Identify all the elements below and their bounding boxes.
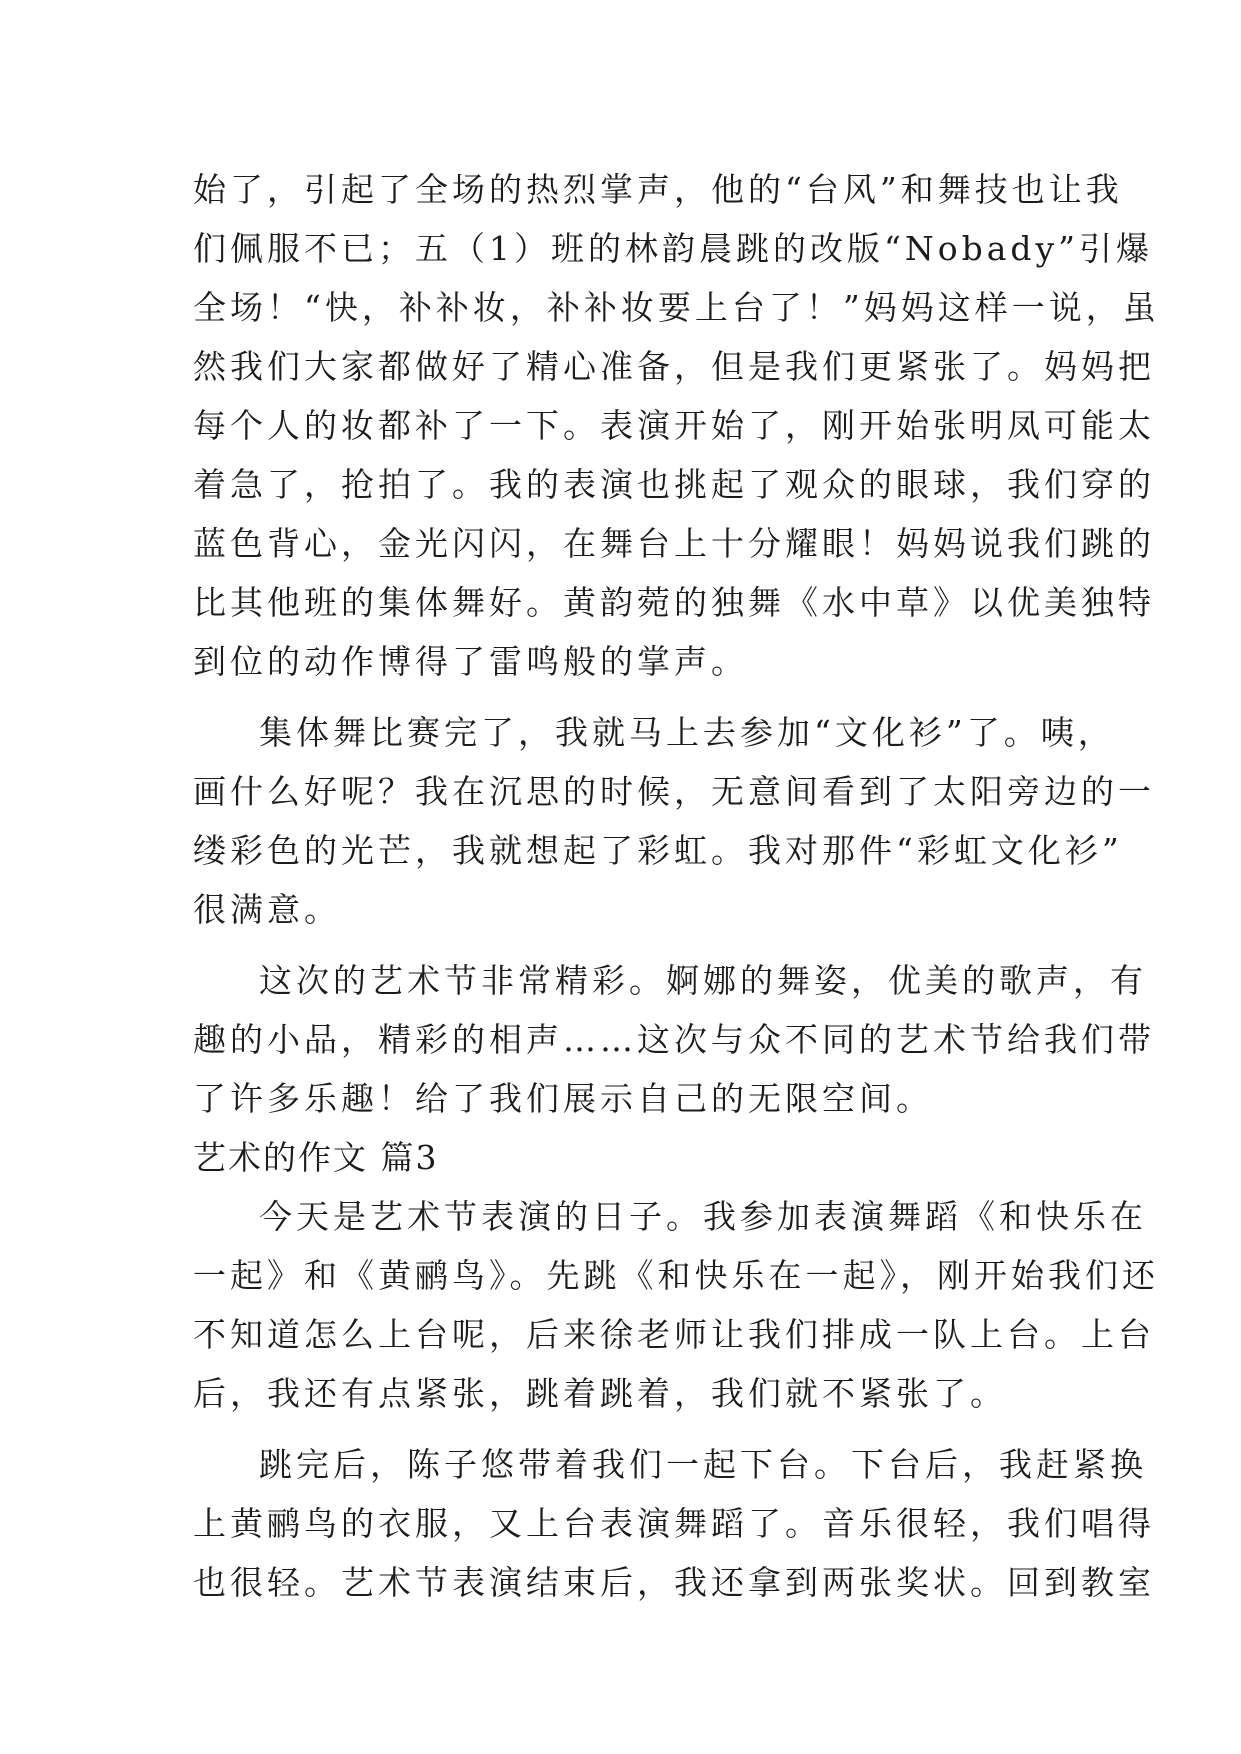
document-body bbox=[193, 160, 1160, 1612]
text-line: 趣的小品，精彩的相声……这次与众不同的艺术节给我们带 bbox=[193, 1020, 1155, 1059]
text-line: 蓝色背心，金光闪闪，在舞台上十分耀眼！妈妈说我们跳的 bbox=[193, 524, 1155, 563]
text-line-paragraph-start: 跳完后，陈子悠带着我们一起下台。下台后，我赶紧换 bbox=[259, 1445, 1147, 1484]
text-line-paragraph-start: 这次的艺术节非常精彩。婀娜的舞姿，优美的歌声，有 bbox=[259, 961, 1147, 1000]
text-line: 比其他班的集体舞好。黄韵菀的独舞《水中草》以优美独特 bbox=[193, 583, 1155, 622]
text-line: 很满意。 bbox=[193, 890, 341, 929]
text-line: 每个人的妆都补了一下。表演开始了，刚开始张明凤可能太 bbox=[193, 406, 1155, 445]
text-line: 后，我还有点紧张，跳着跳着，我们就不紧张了。 bbox=[193, 1374, 1007, 1413]
text-line-paragraph-start: 集体舞比赛完了，我就马上去参加“文化衫”了。咦， bbox=[259, 713, 1115, 752]
text-line: 然我们大家都做好了精心准备，但是我们更紧张了。妈妈把 bbox=[193, 347, 1155, 386]
text-line: 到位的动作博得了雷鸣般的掌声。 bbox=[193, 642, 748, 681]
text-line: 上黄鹂鸟的衣服，又上台表演舞蹈了。音乐很轻，我们唱得 bbox=[193, 1504, 1155, 1543]
text-line: 也很轻。艺术节表演结束后，我还拿到两张奖状。回到教室 bbox=[193, 1563, 1155, 1602]
text-line: 了许多乐趣！给了我们展示自己的无限空间。 bbox=[193, 1079, 933, 1118]
text-line: 始了，引起了全场的热烈掌声，他的“台风”和舞技也让我 bbox=[193, 170, 1123, 209]
text-line: 一起》和《黄鹂鸟》。先跳《和快乐在一起》，刚开始我们还 bbox=[193, 1256, 1159, 1295]
text-line: 缕彩色的光芒，我就想起了彩虹。我对那件“彩虹文化衫” bbox=[193, 831, 1123, 870]
text-line-paragraph-start: 今天是艺术节表演的日子。我参加表演舞蹈《和快乐在 bbox=[259, 1197, 1147, 1236]
text-line: 画什么好呢？我在沉思的时候，无意间看到了太阳旁边的一 bbox=[193, 772, 1155, 811]
section-heading: 艺术的作文 篇3 bbox=[193, 1138, 439, 1177]
text-line: 全场！“快，补补妆，补补妆要上台了！”妈妈这样一说，虽 bbox=[193, 288, 1160, 327]
text-line: 们佩服不已；五（1）班的林韵晨跳的改版“Nobady”引爆 bbox=[193, 229, 1154, 268]
text-line: 着急了，抢拍了。我的表演也挑起了观众的眼球，我们穿的 bbox=[193, 465, 1155, 504]
text-line: 不知道怎么上台呢，后来徐老师让我们排成一队上台。上台 bbox=[193, 1315, 1155, 1354]
